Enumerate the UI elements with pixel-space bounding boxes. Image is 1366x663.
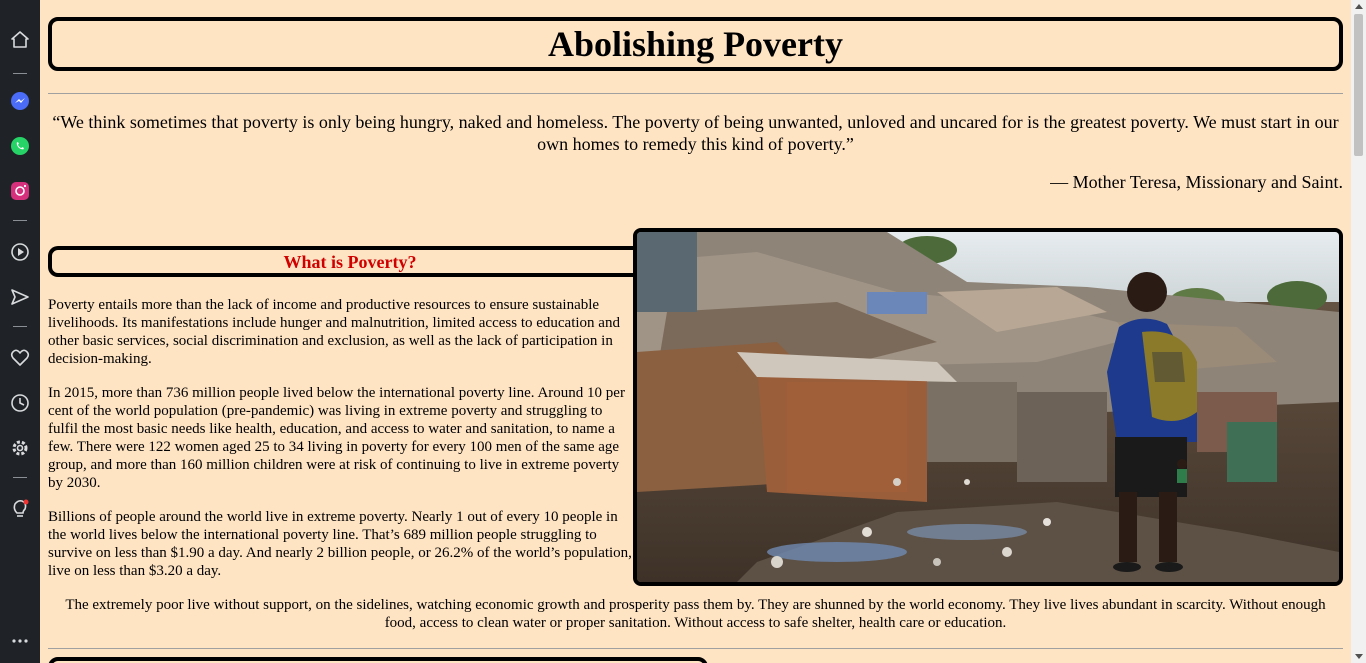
paragraph: In 2015, more than 736 million people lived below the international poverty line. Around 10 per cent of the world population (pre-pandemic) was living in extreme poverty and struggling to fulfil the most basic needs like health, education, and access to water and sanitation, to name a few. There were 122 women aged 25 to 34 living in poverty for every 100 men of the same age group, and more than 160 million children were at risk of continuing to live in extreme poverty by 2030. — [48, 385, 625, 491]
instagram-icon[interactable] — [10, 181, 30, 201]
settings-icon[interactable] — [10, 438, 30, 458]
paragraph: Poverty entails more than the lack of income and productive resources to ensure sustainable livelihoods. Its manifestations include hunger and malnutrition, limited access to education and other basic services, social discrimination and exclusion, as well as the lack of participation in decision-making. — [48, 297, 620, 367]
browser-sidebar — [0, 0, 40, 663]
sidebar-separator — [13, 220, 27, 221]
player-icon[interactable] — [10, 242, 30, 262]
quote-author: — Mother Teresa, Missionary and Saint. — [1050, 172, 1343, 192]
lightbulb-icon[interactable] — [10, 499, 30, 519]
send-icon[interactable] — [10, 287, 30, 307]
section-heading-box — [48, 246, 648, 277]
heart-icon[interactable] — [10, 348, 30, 368]
title-box — [48, 17, 1343, 71]
page-title: Abolishing Poverty — [547, 24, 843, 64]
sidebar-separator — [13, 477, 27, 478]
sidebar-separator — [13, 73, 27, 74]
next-section-box — [48, 657, 708, 663]
scroll-down-arrow-icon[interactable] — [1355, 654, 1363, 659]
home-icon[interactable] — [10, 30, 30, 50]
scroll-thumb[interactable] — [1354, 14, 1363, 156]
history-icon[interactable] — [10, 393, 30, 413]
scroll-up-arrow-icon[interactable] — [1355, 4, 1363, 9]
paragraph: Billions of people around the world live in extreme poverty. Nearly 1 out of every 10 people in the world lives below the international poverty line. That’s 689 million people struggling to survive on less than $1.90 a day. And nearly 2 billion people, or 26.2% of the world’s population, live on less than $3.20 a day. — [48, 509, 632, 579]
divider — [48, 648, 1343, 649]
more-icon[interactable] — [10, 631, 30, 651]
section-heading: What is Poverty? — [283, 252, 417, 272]
vertical-scrollbar[interactable] — [1351, 0, 1366, 663]
paragraph: The extremely poor live without support, on the sidelines, watching economic growth and prosperity pass them by. They are shunned by the world economy. They live lives abundant in scarcity. Without enough food, access to clean water or proper sanitation. Without access to safe shelter, health care or education. — [65, 597, 1326, 631]
messenger-icon[interactable] — [10, 91, 30, 111]
slum-photo — [633, 228, 1343, 586]
sidebar-separator — [13, 326, 27, 327]
whatsapp-icon[interactable] — [10, 136, 30, 156]
divider — [48, 93, 1343, 94]
quote-text: “We think sometimes that poverty is only being hungry, naked and homeless. The poverty of being unwanted, unloved and uncared for is the greatest poverty. We must start in our own homes to remedy this kind of poverty.” — [52, 112, 1339, 154]
